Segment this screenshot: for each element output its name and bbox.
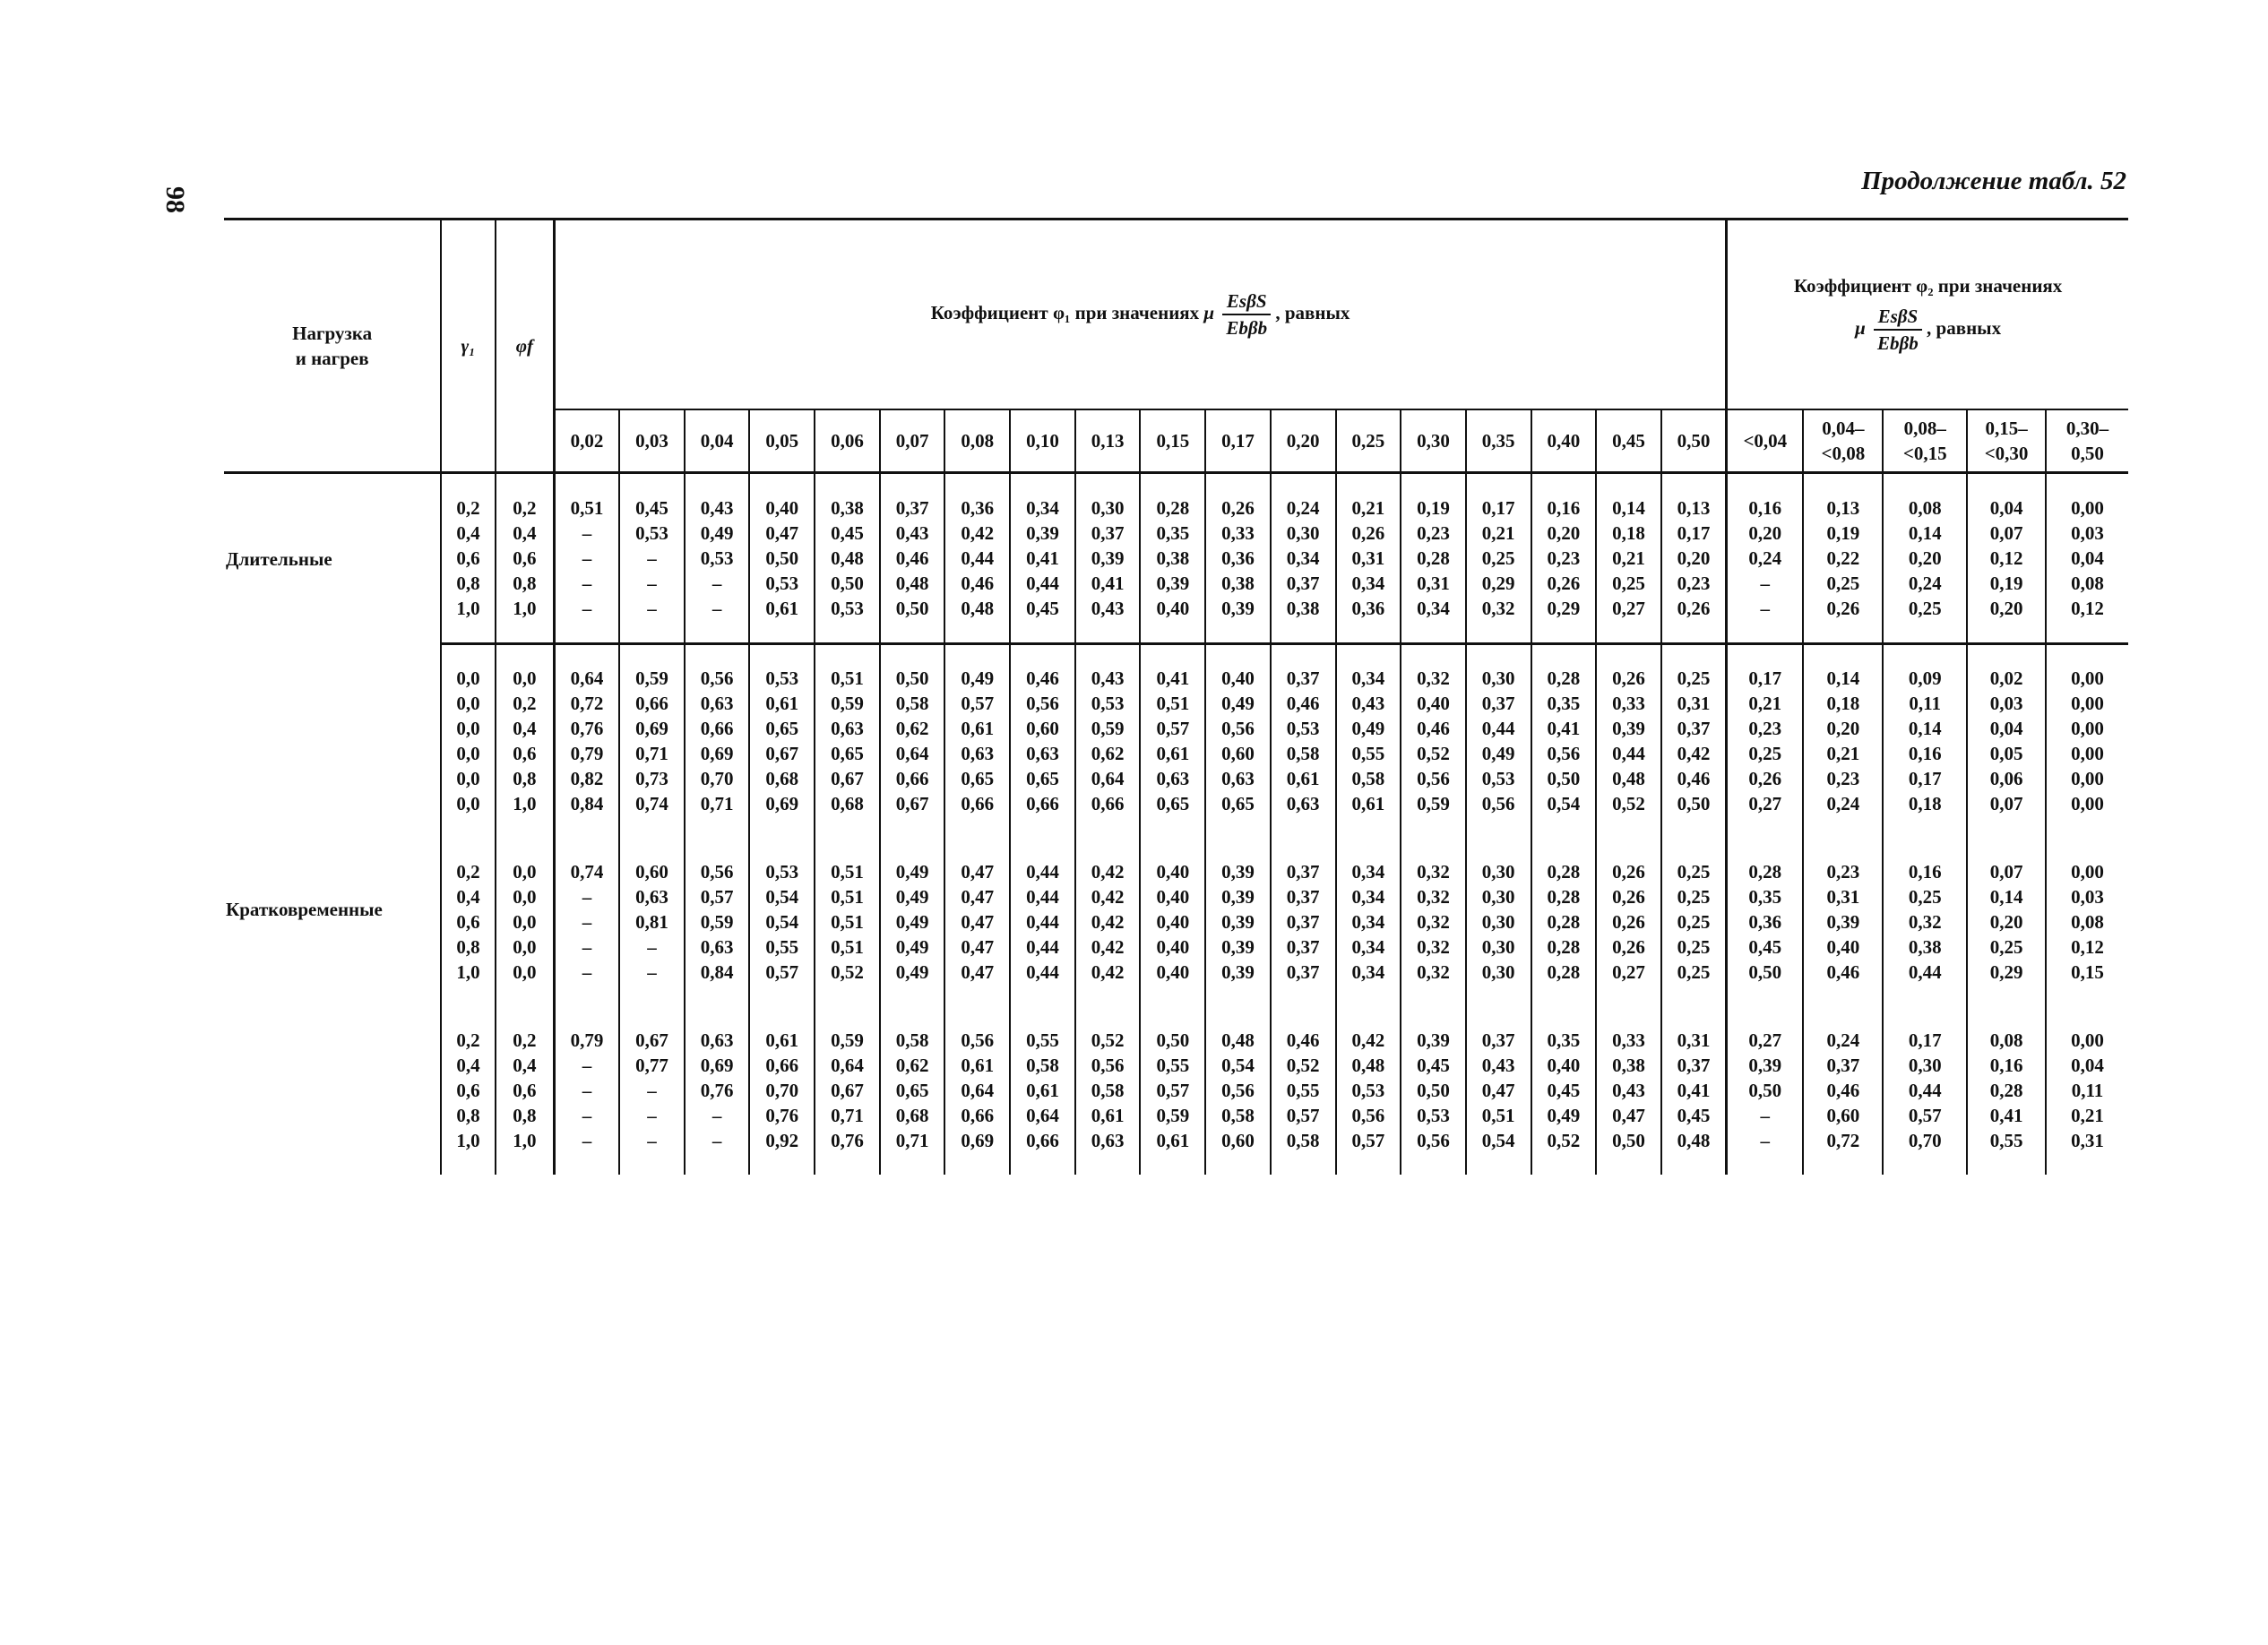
phi1-column-header: 0,45 bbox=[1596, 409, 1661, 473]
gamma1-values: 0,2 0,4 0,6 0,8 1,0 bbox=[441, 1028, 496, 1153]
mu-symbol-2: μ bbox=[1855, 316, 1866, 339]
phi1-column-header: 0,13 bbox=[1075, 409, 1141, 473]
coefficient-values: 0,64 0,72 0,76 0,79 0,82 0,84 bbox=[554, 666, 619, 816]
coefficient-table bbox=[224, 218, 2128, 1175]
coefficient-values: 0,00 0,00 0,00 0,00 0,00 0,00 bbox=[2046, 666, 2128, 816]
coefficient-values: 0,32 0,40 0,46 0,52 0,56 0,59 bbox=[1401, 666, 1466, 816]
coefficient-values: 0,25 0,25 0,25 0,25 0,25 bbox=[1661, 859, 1727, 985]
coefficient-values: 0,60 0,63 0,81 – – bbox=[619, 859, 685, 985]
coefficient-values: 0,34 0,34 0,34 0,34 0,34 bbox=[1336, 859, 1401, 985]
coefficient-values: 0,14 0,18 0,21 0,25 0,27 bbox=[1596, 495, 1661, 621]
table-continuation-title: Продолжение табл. 52 bbox=[1861, 167, 2126, 195]
coefficient-values: 0,48 0,54 0,56 0,58 0,60 bbox=[1205, 1028, 1271, 1153]
coefficient-values: 0,32 0,32 0,32 0,32 0,32 bbox=[1401, 859, 1466, 985]
phi1-column-header: 0,35 bbox=[1466, 409, 1531, 473]
coefficient-values: 0,40 0,49 0,56 0,60 0,63 0,65 bbox=[1205, 666, 1271, 816]
coefficient-values: 0,43 0,49 0,53 – – bbox=[685, 495, 750, 621]
coefficient-values: 0,50 0,55 0,57 0,59 0,61 bbox=[1140, 1028, 1205, 1153]
phi1-column-header: 0,20 bbox=[1271, 409, 1336, 473]
fraction-denominator: Ebβb bbox=[1226, 317, 1268, 339]
coefficient-values: 0,08 0,16 0,28 0,41 0,55 bbox=[1967, 1028, 2046, 1153]
gamma1-values: 0,2 0,4 0,6 0,8 1,0 bbox=[441, 495, 496, 621]
table-header bbox=[224, 220, 2128, 473]
coefficient-values: 0,16 0,20 0,23 0,26 0,29 bbox=[1531, 495, 1597, 621]
coefficient-values: 0,79 – – – – bbox=[554, 1028, 619, 1153]
coefficient-values: 0,33 0,38 0,43 0,47 0,50 bbox=[1596, 1028, 1661, 1153]
coefficient-values: 0,56 0,63 0,66 0,69 0,70 0,71 bbox=[685, 666, 750, 816]
phif-values: 0,2 0,4 0,6 0,8 1,0 bbox=[496, 495, 555, 621]
coefficient-values: 0,28 0,28 0,28 0,28 0,28 bbox=[1531, 859, 1597, 985]
coefficient-values: 0,17 0,21 0,23 0,25 0,26 0,27 bbox=[1727, 666, 1804, 816]
coefficient-values: 0,52 0,56 0,58 0,61 0,63 bbox=[1075, 1028, 1141, 1153]
coefficient-values: 0,49 0,57 0,61 0,63 0,65 0,66 bbox=[944, 666, 1010, 816]
load-group-label: Кратковременные bbox=[226, 898, 383, 920]
coefficient-values: 0,08 0,14 0,20 0,24 0,25 bbox=[1883, 495, 1967, 621]
coefficient-values: 0,23 0,31 0,39 0,40 0,46 bbox=[1803, 859, 1883, 985]
phi1-column-header: 0,50 bbox=[1661, 409, 1727, 473]
page-number: 98 bbox=[160, 186, 190, 213]
coefficient-values: 0,44 0,44 0,44 0,44 0,44 bbox=[1010, 859, 1075, 985]
phi1-column-header: 0,05 bbox=[749, 409, 815, 473]
phi1-column-header: 0,30 bbox=[1401, 409, 1466, 473]
coefficient-values: 0,36 0,42 0,44 0,46 0,48 bbox=[944, 495, 1010, 621]
table-row bbox=[224, 1028, 2128, 1153]
ratio-fraction-2 bbox=[1874, 304, 1922, 356]
fraction-numerator: EsβS bbox=[1222, 289, 1271, 315]
mu-symbol: μ bbox=[1203, 301, 1215, 323]
coefficient-values: 0,24 0,37 0,46 0,60 0,72 bbox=[1803, 1028, 1883, 1153]
coefficient-values: 0,47 0,47 0,47 0,47 0,47 bbox=[944, 859, 1010, 985]
table-row bbox=[224, 859, 2128, 985]
coefficient-values: 0,30 0,37 0,39 0,41 0,43 bbox=[1075, 495, 1141, 621]
coefficient-values: 0,45 0,53 – – – bbox=[619, 495, 685, 621]
coefficient-values: 0,41 0,51 0,57 0,61 0,63 0,65 bbox=[1140, 666, 1205, 816]
table-row bbox=[224, 495, 2128, 621]
coefficient-values: 0,00 0,03 0,04 0,08 0,12 bbox=[2046, 495, 2128, 621]
coefficient-values: 0,28 0,35 0,38 0,39 0,40 bbox=[1140, 495, 1205, 621]
phi2-column-header: <0,04 bbox=[1727, 409, 1804, 473]
coefficient-values: 0,42 0,48 0,53 0,56 0,57 bbox=[1336, 1028, 1401, 1153]
coefficient-values: 0,16 0,20 0,24 – – bbox=[1727, 495, 1804, 621]
coefficient-values: 0,28 0,35 0,41 0,56 0,50 0,54 bbox=[1531, 666, 1597, 816]
gamma1-values: 0,2 0,4 0,6 0,8 1,0 bbox=[441, 859, 496, 985]
coefficient-values: 0,28 0,35 0,36 0,45 0,50 bbox=[1727, 859, 1804, 985]
coefficient-values: 0,37 0,43 0,46 0,48 0,50 bbox=[880, 495, 945, 621]
coefficient-values: 0,61 0,66 0,70 0,76 0,92 bbox=[749, 1028, 815, 1153]
coefficient-values: 0,51 – – – – bbox=[554, 495, 619, 621]
coefficient-values: 0,49 0,49 0,49 0,49 0,49 bbox=[880, 859, 945, 985]
phi1-group-header bbox=[554, 220, 1726, 410]
coefficient-values: 0,56 0,57 0,59 0,63 0,84 bbox=[685, 859, 750, 985]
coefficient-values: 0,67 0,77 – – – bbox=[619, 1028, 685, 1153]
coefficient-values: 0,43 0,53 0,59 0,62 0,64 0,66 bbox=[1075, 666, 1141, 816]
coefficient-values: 0,37 0,43 0,47 0,51 0,54 bbox=[1466, 1028, 1531, 1153]
coefficient-values: 0,30 0,37 0,44 0,49 0,53 0,56 bbox=[1466, 666, 1531, 816]
coefficient-values: 0,58 0,62 0,65 0,68 0,71 bbox=[880, 1028, 945, 1153]
coefficient-values: 0,30 0,30 0,30 0,30 0,30 bbox=[1466, 859, 1531, 985]
coefficient-values: 0,35 0,40 0,45 0,49 0,52 bbox=[1531, 1028, 1597, 1153]
phi2-column-header: 0,04– <0,08 bbox=[1803, 409, 1883, 473]
load-heat-header: Нагрузка и нагрев bbox=[224, 220, 441, 473]
gamma1-values: 0,0 0,0 0,0 0,0 0,0 0,0 bbox=[441, 666, 496, 816]
coefficient-values: 0,59 0,66 0,69 0,71 0,73 0,74 bbox=[619, 666, 685, 816]
gamma1-header: γ₁ bbox=[441, 220, 496, 473]
phi1-column-header: 0,25 bbox=[1336, 409, 1401, 473]
coefficient-values: 0,07 0,14 0,20 0,25 0,29 bbox=[1967, 859, 2046, 985]
coefficient-values: 0,51 0,59 0,63 0,65 0,67 0,68 bbox=[815, 666, 880, 816]
coefficient-values: 0,16 0,25 0,32 0,38 0,44 bbox=[1883, 859, 1967, 985]
coefficient-values: 0,34 0,43 0,49 0,55 0,58 0,61 bbox=[1336, 666, 1401, 816]
coefficient-values: 0,46 0,52 0,55 0,57 0,58 bbox=[1271, 1028, 1336, 1153]
coefficient-values: 0,42 0,42 0,42 0,42 0,42 bbox=[1075, 859, 1141, 985]
phi1-column-header: 0,08 bbox=[944, 409, 1010, 473]
phif-header: φf bbox=[496, 220, 555, 473]
coefficient-values: 0,02 0,03 0,04 0,05 0,06 0,07 bbox=[1967, 666, 2046, 816]
coefficient-values: 0,26 0,33 0,39 0,44 0,48 0,52 bbox=[1596, 666, 1661, 816]
coefficient-values: 0,55 0,58 0,61 0,64 0,66 bbox=[1010, 1028, 1075, 1153]
phi2-column-header: 0,15– <0,30 bbox=[1967, 409, 2046, 473]
coefficient-values: 0,46 0,56 0,60 0,63 0,65 0,66 bbox=[1010, 666, 1075, 816]
coefficient-values: 0,59 0,64 0,67 0,71 0,76 bbox=[815, 1028, 880, 1153]
coefficient-values: 0,56 0,61 0,64 0,66 0,69 bbox=[944, 1028, 1010, 1153]
coefficient-values: 0,00 0,04 0,11 0,21 0,31 bbox=[2046, 1028, 2128, 1153]
coefficient-values: 0,63 0,69 0,76 – – bbox=[685, 1028, 750, 1153]
phi1-header-suffix: , равных bbox=[1275, 301, 1350, 323]
phi2-group-header bbox=[1727, 220, 2128, 410]
coefficient-values: 0,21 0,26 0,31 0,34 0,36 bbox=[1336, 495, 1401, 621]
coefficient-values: 0,74 – – – – bbox=[554, 859, 619, 985]
phi2-header-suffix: , равных bbox=[1927, 316, 2002, 339]
coefficient-values: 0,17 0,30 0,44 0,57 0,70 bbox=[1883, 1028, 1967, 1153]
coefficient-values: 0,51 0,51 0,51 0,51 0,52 bbox=[815, 859, 880, 985]
coefficient-values: 0,13 0,19 0,22 0,25 0,26 bbox=[1803, 495, 1883, 621]
phi2-column-header: 0,08– <0,15 bbox=[1883, 409, 1967, 473]
coefficient-values: 0,14 0,18 0,20 0,21 0,23 0,24 bbox=[1803, 666, 1883, 816]
coefficient-values: 0,09 0,11 0,14 0,16 0,17 0,18 bbox=[1883, 666, 1967, 816]
coefficient-values: 0,40 0,47 0,50 0,53 0,61 bbox=[749, 495, 815, 621]
phi1-column-header: 0,04 bbox=[685, 409, 750, 473]
coefficient-values: 0,50 0,58 0,62 0,64 0,66 0,67 bbox=[880, 666, 945, 816]
phi2-column-header: 0,30– 0,50 bbox=[2046, 409, 2128, 473]
phi1-column-header: 0,10 bbox=[1010, 409, 1075, 473]
coefficient-values: 0,39 0,39 0,39 0,39 0,39 bbox=[1205, 859, 1271, 985]
load-group-label: Длительные bbox=[226, 547, 332, 570]
fraction-denominator-2: Ebβb bbox=[1877, 332, 1919, 354]
coefficient-values: 0,25 0,31 0,37 0,42 0,46 0,50 bbox=[1661, 666, 1727, 816]
coefficient-values: 0,24 0,30 0,34 0,37 0,38 bbox=[1271, 495, 1336, 621]
coefficient-values: 0,38 0,45 0,48 0,50 0,53 bbox=[815, 495, 880, 621]
coefficient-values: 0,34 0,39 0,41 0,44 0,45 bbox=[1010, 495, 1075, 621]
phif-values: 0,2 0,4 0,6 0,8 1,0 bbox=[496, 1028, 555, 1153]
coefficient-values: 0,37 0,37 0,37 0,37 0,37 bbox=[1271, 859, 1336, 985]
phi1-column-header: 0,17 bbox=[1205, 409, 1271, 473]
coefficient-values: 0,19 0,23 0,28 0,31 0,34 bbox=[1401, 495, 1466, 621]
coefficient-values: 0,53 0,61 0,65 0,67 0,68 0,69 bbox=[749, 666, 815, 816]
coefficient-values: 0,39 0,45 0,50 0,53 0,56 bbox=[1401, 1028, 1466, 1153]
phi1-column-header: 0,06 bbox=[815, 409, 880, 473]
phi1-column-header: 0,07 bbox=[880, 409, 945, 473]
coefficient-values: 0,40 0,40 0,40 0,40 0,40 bbox=[1140, 859, 1205, 985]
phi1-column-header: 0,15 bbox=[1140, 409, 1205, 473]
coefficient-values: 0,26 0,33 0,36 0,38 0,39 bbox=[1205, 495, 1271, 621]
phi1-header-prefix: Коэффициент φ₁ при значениях bbox=[930, 301, 1200, 323]
coefficient-values: 0,37 0,46 0,53 0,58 0,61 0,63 bbox=[1271, 666, 1336, 816]
coefficient-values: 0,17 0,21 0,25 0,29 0,32 bbox=[1466, 495, 1531, 621]
coefficient-values: 0,00 0,03 0,08 0,12 0,15 bbox=[2046, 859, 2128, 985]
phif-values: 0,0 0,2 0,4 0,6 0,8 1,0 bbox=[496, 666, 555, 816]
ratio-fraction bbox=[1222, 289, 1271, 340]
coefficient-values: 0,26 0,26 0,26 0,26 0,27 bbox=[1596, 859, 1661, 985]
coefficient-values: 0,04 0,07 0,12 0,19 0,20 bbox=[1967, 495, 2046, 621]
coefficient-values: 0,13 0,17 0,20 0,23 0,26 bbox=[1661, 495, 1727, 621]
coefficient-values: 0,53 0,54 0,54 0,55 0,57 bbox=[749, 859, 815, 985]
coefficient-values: 0,27 0,39 0,50 – – bbox=[1727, 1028, 1804, 1153]
coefficient-values: 0,31 0,37 0,41 0,45 0,48 bbox=[1661, 1028, 1727, 1153]
phi1-column-header: 0,03 bbox=[619, 409, 685, 473]
fraction-numerator-2: EsβS bbox=[1874, 304, 1922, 331]
phi1-column-header: 0,02 bbox=[554, 409, 619, 473]
table-row bbox=[224, 666, 2128, 816]
phi1-column-header: 0,40 bbox=[1531, 409, 1597, 473]
phif-values: 0,0 0,0 0,0 0,0 0,0 bbox=[496, 859, 555, 985]
phi2-header-prefix: Коэффициент φ₂ при значениях bbox=[1793, 275, 2063, 297]
